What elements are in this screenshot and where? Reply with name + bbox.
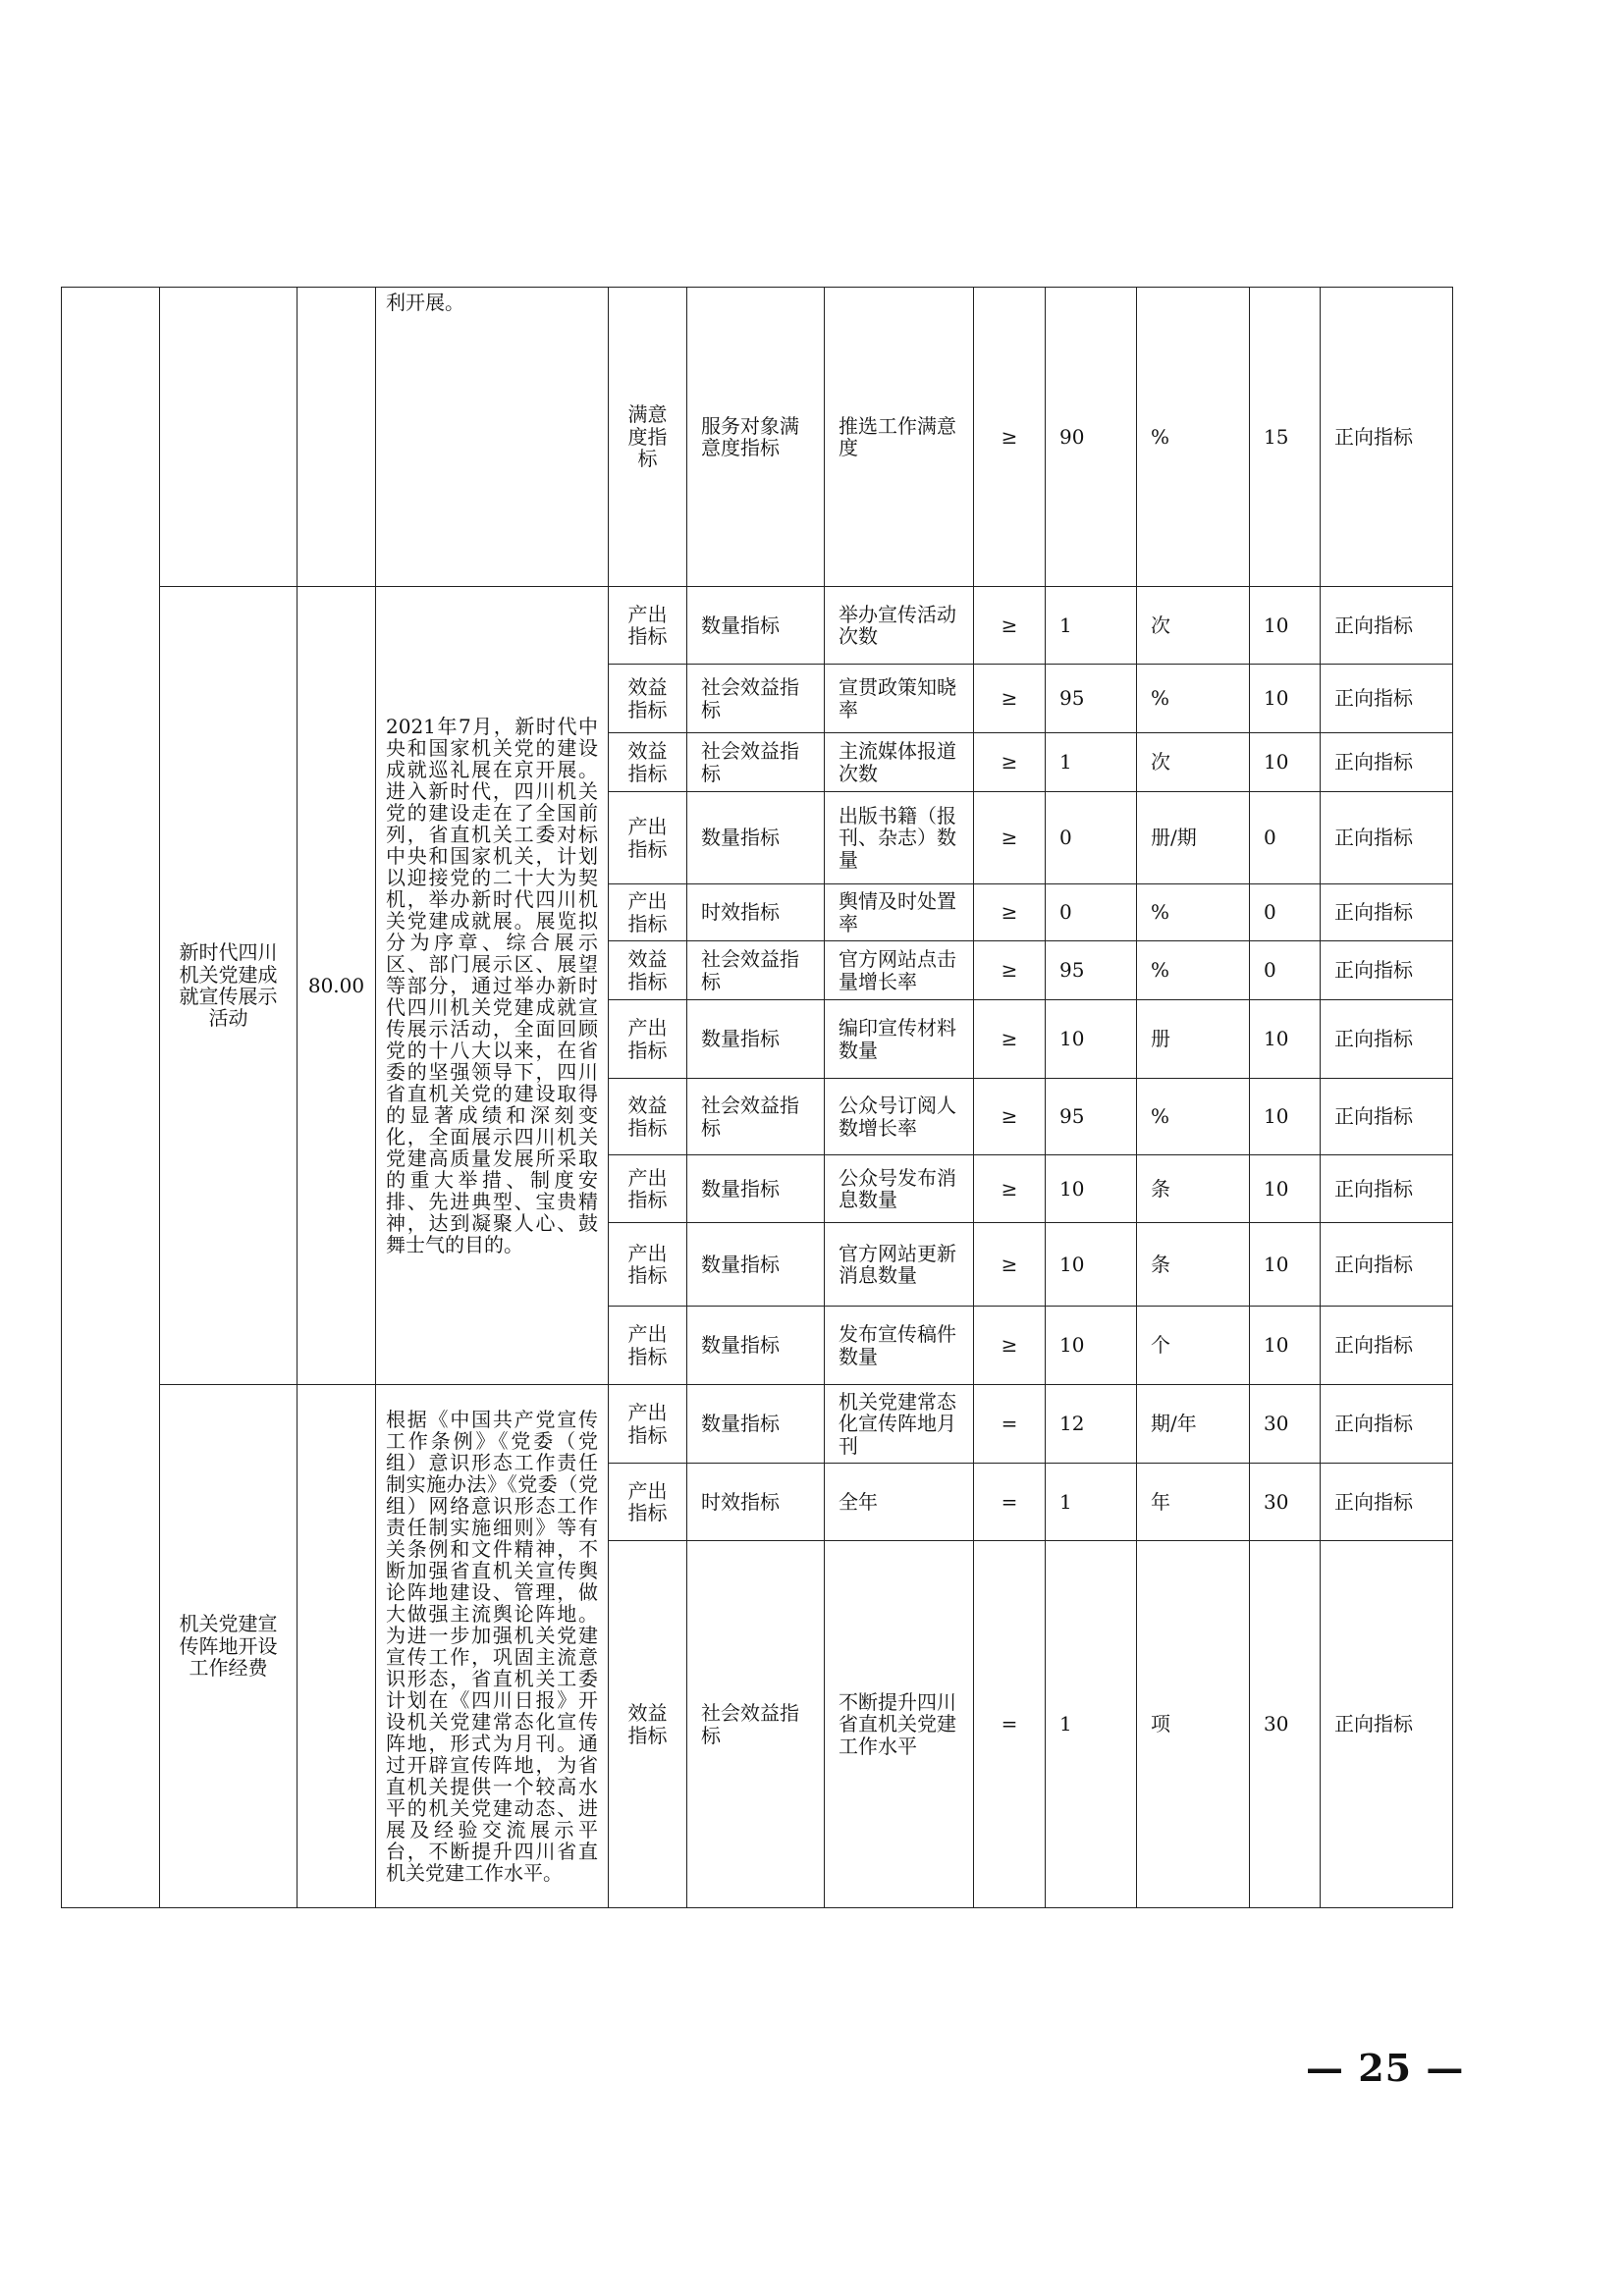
indicator-level2: 社会效益指标 — [687, 665, 825, 733]
indicator-operator: ≥ — [974, 884, 1046, 941]
indicator-operator: ≥ — [974, 792, 1046, 884]
project-name-cell: 机关党建宣传阵地开设工作经费 — [160, 1385, 298, 1908]
indicator-weight: 30 — [1250, 1385, 1321, 1464]
indicator-operator: = — [974, 1385, 1046, 1464]
indicator-weight: 10 — [1250, 1000, 1321, 1079]
indicator-direction: 正向指标 — [1321, 665, 1453, 733]
indicator-level1: 效益指标 — [609, 941, 687, 1000]
indicator-direction: 正向指标 — [1321, 884, 1453, 941]
indicator-operator: ≥ — [974, 288, 1046, 587]
indicator-name: 公众号订阅人数增长率 — [825, 1079, 974, 1155]
indicator-direction: 正向指标 — [1321, 1079, 1453, 1155]
indicator-direction: 正向指标 — [1321, 587, 1453, 665]
indicator-level2: 数量指标 — [687, 1385, 825, 1464]
indicator-operator: ≥ — [974, 1223, 1046, 1307]
indicator-level2: 数量指标 — [687, 1223, 825, 1307]
indicator-direction: 正向指标 — [1321, 792, 1453, 884]
indicator-weight: 10 — [1250, 1307, 1321, 1385]
indicator-value: 95 — [1046, 941, 1137, 1000]
indicator-operator: = — [974, 1464, 1046, 1541]
table-row — [62, 1385, 1453, 1464]
indicator-level2: 社会效益指标 — [687, 1541, 825, 1908]
indicator-level2: 社会效益指标 — [687, 941, 825, 1000]
indicator-name: 发布宣传稿件数量 — [825, 1307, 974, 1385]
indicator-direction: 正向指标 — [1321, 1155, 1453, 1223]
indicator-unit: 册 — [1137, 1000, 1250, 1079]
indicator-name: 主流媒体报道次数 — [825, 733, 974, 792]
indicator-weight: 10 — [1250, 1155, 1321, 1223]
indicator-direction: 正向指标 — [1321, 733, 1453, 792]
indicator-level1: 效益指标 — [609, 1541, 687, 1908]
project-amount-cell: 80.00 — [298, 587, 376, 1385]
indicator-level1: 产出指标 — [609, 1385, 687, 1464]
indicator-name: 宣贯政策知晓率 — [825, 665, 974, 733]
indicator-operator: = — [974, 1541, 1046, 1908]
indicator-unit: 册/期 — [1137, 792, 1250, 884]
indicator-direction: 正向指标 — [1321, 288, 1453, 587]
indicator-level2: 时效指标 — [687, 1464, 825, 1541]
indicator-value: 1 — [1046, 1541, 1137, 1908]
indicator-unit: 次 — [1137, 587, 1250, 665]
indicator-level1: 效益指标 — [609, 665, 687, 733]
indicator-operator: ≥ — [974, 1079, 1046, 1155]
indicator-level1: 产出指标 — [609, 1223, 687, 1307]
indicator-unit: % — [1137, 288, 1250, 587]
indicator-direction: 正向指标 — [1321, 941, 1453, 1000]
indicator-weight: 10 — [1250, 587, 1321, 665]
indicator-operator: ≥ — [974, 1307, 1046, 1385]
indicator-name: 举办宣传活动次数 — [825, 587, 974, 665]
project-amount-cell — [298, 288, 376, 587]
project-desc-cell: 2021年7月，新时代中央和国家机关党的建设成就巡礼展在京开展。进入新时代，四川机关党的建设走在了全国前列，省直机关工委对标中央和国家机关，计划以迎接党的二十大为契机，举办新时代四川机关党建成就展。展览拟分为序章、综合展示区、部门展示区、展望等部分，通过举办新时代四川机关党建成就宣传展示活动，全面回顾党的十八大以来，在省委的坚强领导下，四川省直机关党的建设取得的显著成绩和深刻变化，全面展示四川机关党建高质量发展所采取的重大举措、制度安排、先进典型、宝贵精神，达到凝聚人心、鼓舞士气的目的。 — [376, 587, 609, 1385]
indicator-name: 舆情及时处置率 — [825, 884, 974, 941]
indicator-level2: 数量指标 — [687, 1000, 825, 1079]
indicator-level2: 服务对象满意度指标 — [687, 288, 825, 587]
indicator-level2: 社会效益指标 — [687, 1079, 825, 1155]
indicator-weight: 10 — [1250, 1079, 1321, 1155]
indicator-weight: 10 — [1250, 665, 1321, 733]
indicator-name: 推选工作满意度 — [825, 288, 974, 587]
project-name-cell — [160, 288, 298, 587]
indicator-level2: 时效指标 — [687, 884, 825, 941]
indicator-weight: 10 — [1250, 733, 1321, 792]
indicator-level2: 数量指标 — [687, 792, 825, 884]
department-cell — [62, 288, 160, 1908]
indicator-name: 出版书籍（报刊、杂志）数量 — [825, 792, 974, 884]
project-desc-cell — [376, 288, 609, 587]
indicator-unit: 条 — [1137, 1223, 1250, 1307]
indicator-direction: 正向指标 — [1321, 1464, 1453, 1541]
indicator-name: 全年 — [825, 1464, 974, 1541]
indicator-value: 10 — [1046, 1307, 1137, 1385]
indicator-level2: 数量指标 — [687, 587, 825, 665]
indicator-level2: 数量指标 — [687, 1155, 825, 1223]
indicator-level1: 满意度指标 — [609, 288, 687, 587]
indicator-value: 95 — [1046, 665, 1137, 733]
indicator-value: 10 — [1046, 1155, 1137, 1223]
indicator-level2: 社会效益指标 — [687, 733, 825, 792]
indicator-operator: ≥ — [974, 1155, 1046, 1223]
indicator-direction: 正向指标 — [1321, 1000, 1453, 1079]
indicator-value: 95 — [1046, 1079, 1137, 1155]
indicator-level1: 效益指标 — [609, 733, 687, 792]
indicator-unit: % — [1137, 941, 1250, 1000]
indicator-direction: 正向指标 — [1321, 1541, 1453, 1908]
performance-indicator-table — [61, 287, 1453, 1908]
indicator-level1: 产出指标 — [609, 884, 687, 941]
indicator-unit: 条 — [1137, 1155, 1250, 1223]
indicator-value: 90 — [1046, 288, 1137, 587]
indicator-value: 1 — [1046, 1464, 1137, 1541]
indicator-weight: 15 — [1250, 288, 1321, 587]
project-desc-cell: 根据《中国共产党宣传工作条例》《党委（党组）意识形态工作责任制实施办法》《党委（党组）网络意识形态工作责任制实施细则》等有关条例和文件精神，不断加强省直机关宣传舆论阵地建设、管理，做大做强主流舆论阵地。为进一步加强机关党建宣传工作，巩固主流意识形态，省直机关工委计划在《四川日报》开设机关党建常态化宣传阵地，形式为月刊。通过开辟宣传阵地，为省直机关提供一个较高水平的机关党建动态、进展及经验交流展示平台，不断提升四川省直机关党建工作水平。 — [376, 1385, 609, 1908]
indicator-unit: 项 — [1137, 1541, 1250, 1908]
indicator-unit: 次 — [1137, 733, 1250, 792]
indicator-weight: 0 — [1250, 884, 1321, 941]
indicator-name: 机关党建常态化宣传阵地月刊 — [825, 1385, 974, 1464]
indicator-value: 1 — [1046, 587, 1137, 665]
indicator-level1: 产出指标 — [609, 1307, 687, 1385]
indicator-weight: 30 — [1250, 1464, 1321, 1541]
indicator-value: 10 — [1046, 1223, 1137, 1307]
indicator-unit: 个 — [1137, 1307, 1250, 1385]
indicator-name: 不断提升四川省直机关党建工作水平 — [825, 1541, 974, 1908]
indicator-name: 官方网站更新消息数量 — [825, 1223, 974, 1307]
indicator-operator: ≥ — [974, 587, 1046, 665]
indicator-level1: 产出指标 — [609, 792, 687, 884]
indicator-level1: 效益指标 — [609, 1079, 687, 1155]
indicator-unit: % — [1137, 884, 1250, 941]
indicator-value: 12 — [1046, 1385, 1137, 1464]
indicator-direction: 正向指标 — [1321, 1385, 1453, 1464]
indicator-direction: 正向指标 — [1321, 1307, 1453, 1385]
indicator-operator: ≥ — [974, 941, 1046, 1000]
project-name-cell: 新时代四川机关党建成就宣传展示活动 — [160, 587, 298, 1385]
indicator-operator: ≥ — [974, 665, 1046, 733]
table-row — [62, 587, 1453, 665]
indicator-level1: 产出指标 — [609, 1000, 687, 1079]
indicator-weight: 10 — [1250, 1223, 1321, 1307]
indicator-name: 编印宣传材料数量 — [825, 1000, 974, 1079]
indicator-level1: 产出指标 — [609, 1155, 687, 1223]
indicator-level1: 产出指标 — [609, 587, 687, 665]
indicator-name: 官方网站点击量增长率 — [825, 941, 974, 1000]
indicator-unit: 年 — [1137, 1464, 1250, 1541]
indicator-operator: ≥ — [974, 1000, 1046, 1079]
indicator-level1: 产出指标 — [609, 1464, 687, 1541]
indicator-unit: % — [1137, 1079, 1250, 1155]
project-amount-cell — [298, 1385, 376, 1908]
indicator-value: 0 — [1046, 792, 1137, 884]
indicator-weight: 0 — [1250, 792, 1321, 884]
indicator-value: 0 — [1046, 884, 1137, 941]
table-row — [62, 288, 1453, 587]
indicator-value: 10 — [1046, 1000, 1137, 1079]
indicator-value: 1 — [1046, 733, 1137, 792]
indicator-direction: 正向指标 — [1321, 1223, 1453, 1307]
project-desc-tail: 利开展。 — [386, 291, 464, 314]
indicator-level2: 数量指标 — [687, 1307, 825, 1385]
indicator-weight: 0 — [1250, 941, 1321, 1000]
page-number: — 25 — — [1306, 2046, 1465, 2090]
indicator-operator: ≥ — [974, 733, 1046, 792]
indicator-name: 公众号发布消息数量 — [825, 1155, 974, 1223]
indicator-unit: % — [1137, 665, 1250, 733]
indicator-weight: 30 — [1250, 1541, 1321, 1908]
indicator-unit: 期/年 — [1137, 1385, 1250, 1464]
